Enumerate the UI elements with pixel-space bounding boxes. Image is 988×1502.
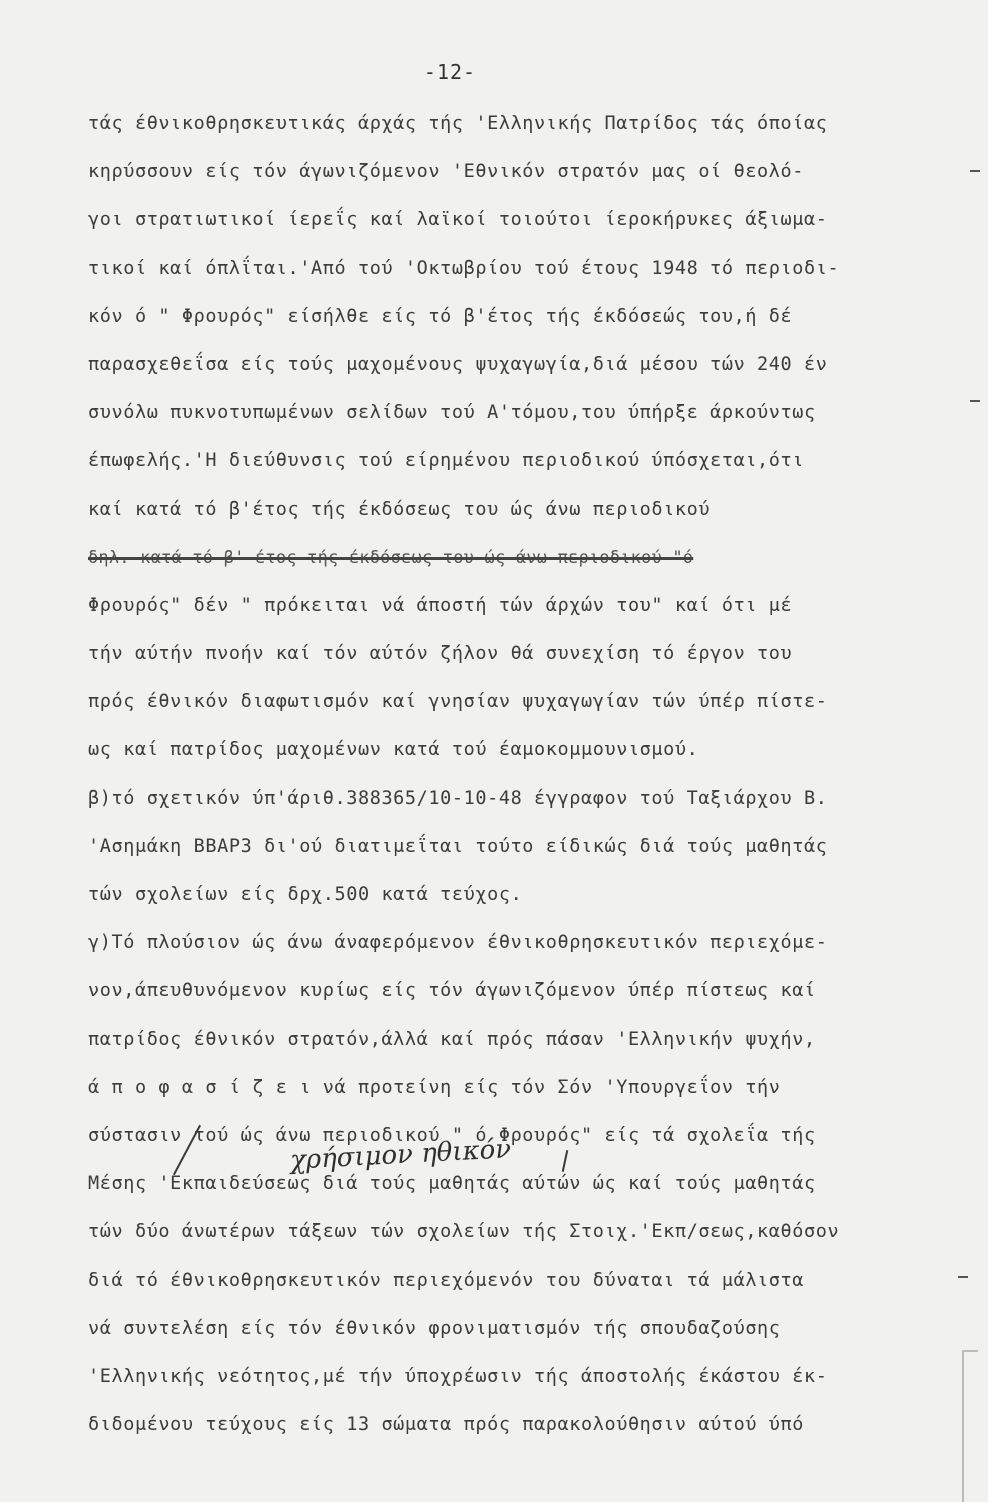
text-line-16: 'Ασημάκη ΒΒΑΡ3 δι'ού διατιμεΐται τούτο είδικώς διά τούς μαθητάς: [88, 835, 828, 857]
body-text: [88, 100, 968, 1449]
text-line-14: ως καί πατρίδος μαχομένων κατά τού έαμοκομμουνισμού.: [88, 739, 699, 761]
struck-through-line: δηλ. κατά τό β' έτος τής έκδόσεως του ώς άνω περιοδικού "ό: [88, 547, 694, 568]
text-line-22: σύστασιν τού ώς άνω περιοδικού " ό Φρουρός" είς τά σχολεΐα τής: [88, 1124, 816, 1146]
text-line-8: έπωφελής.'Η διεύθυνσις τού είρημένου περιοδικού ύπόσχεται,ότι: [88, 450, 805, 472]
text-line-23: Μέσης 'Εκπαιδεύσεως διά τούς μαθητάς αύτών ώς καί τούς μαθητάς: [88, 1173, 816, 1195]
text-line-1: τάς έθνικοθρησκευτικάς άρχάς τής 'Ελληνικής Πατρίδος τάς όποίας: [88, 113, 828, 134]
text-line-12: τήν αύτήν πνοήν καί τόν αύτόν ζήλον θά συνεχίση τό έργον του: [88, 643, 793, 665]
handwritten-note: χρήσιμον ηθικόν: [289, 1134, 512, 1176]
text-line-15: β)τό σχετικόν ύπ'άριθ.388365/10-10-48 έγγραφον τού Ταξιάρχου Β.: [88, 787, 828, 809]
text-line-28: διδομένου τεύχους είς 13 σώματα πρός παρακολούθησιν αύτού ύπό: [88, 1414, 805, 1436]
page-edge-mark: [962, 1350, 978, 1502]
margin-dash-bottom: [958, 1276, 968, 1278]
text-line-13: πρός έθνικόν διαφωτισμόν καί γνησίαν ψυχαγωγίαν τών ύπέρ πίστε-: [88, 691, 828, 713]
text-line-25: διά τό έθνικοθρησκευτικόν περιεχόμενόν του δύναται τά μάλιστα: [88, 1269, 805, 1291]
text-line-3: γοι στρατιωτικοί ίερεΐς καί λαϊκοί τοιούτοι ίεροκήρυκες άξιωμα-: [88, 209, 828, 231]
text-line-4: τικοί καί όπλΐται.'Από τού 'Οκτωβρίου τού έτους 1948 τό περιοδι-: [88, 257, 840, 279]
text-line-17: τών σχολείων είς δρχ.500 κατά τεύχος.: [88, 884, 523, 905]
text-line-21: ά π ο φ α σ ί ζ ε ι νά προτείνη είς τόν Σόν 'Υπουργεΐον τήν: [88, 1076, 781, 1098]
text-line-5: κόν ό " Φρουρός" είσήλθε είς τό β'έτος τής έκδόσεώς του,ή δέ: [88, 305, 793, 327]
text-line-7: συνόλω πυκνοτυπωμένων σελίδων τού Α'τόμου,του ύπήρξε άρκούντως: [88, 402, 816, 424]
text-line-9: καί κατά τό β'έτος τής έκδόσεως του ώς άνω περιοδικού: [88, 498, 711, 520]
text-line-27: 'Ελληνικής νεότητος,μέ τήν ύποχρέωσιν τής άποστολής έκάστου έκ-: [88, 1365, 828, 1387]
text-line-20: πατρίδος έθνικόν στρατόν,άλλά καί πρός πάσαν 'Ελληνικήν ψυχήν,: [88, 1028, 816, 1050]
text-line-6: παρασχεθεΐσα είς τούς μαχομένους ψυχαγωγία,διά μέσου τών 240 έν: [88, 353, 828, 375]
margin-dash-middle: [970, 400, 980, 402]
text-line-24: τών δύο άνωτέρων τάξεων τών σχολείων τής Στοιχ.'Εκπ/σεως,καθόσον: [88, 1221, 840, 1243]
text-line-19: νον,άπευθυνόμενον κυρίως είς τόν άγωνιζόμενον ύπέρ πίστεως καί: [88, 980, 816, 1002]
text-line-18: γ)Τό πλούσιον ώς άνω άναφερόμενον έθνικοθρησκευτικόν περιεχόμε-: [88, 932, 828, 954]
page-number: -12-: [423, 60, 477, 84]
text-line-26: νά συντελέση είς τόν έθνικόν φρονιματισμόν τής σπουδαζούσης: [88, 1317, 781, 1339]
text-line-11: Φρουρός" δέν " πρόκειται νά άποστή τών άρχών του" καί ότι μέ: [88, 594, 793, 616]
margin-dash-top: [970, 170, 980, 172]
text-line-2: κηρύσσουν είς τόν άγωνιζόμενον 'Εθνικόν στρατόν μας οί θεολό-: [88, 161, 805, 183]
